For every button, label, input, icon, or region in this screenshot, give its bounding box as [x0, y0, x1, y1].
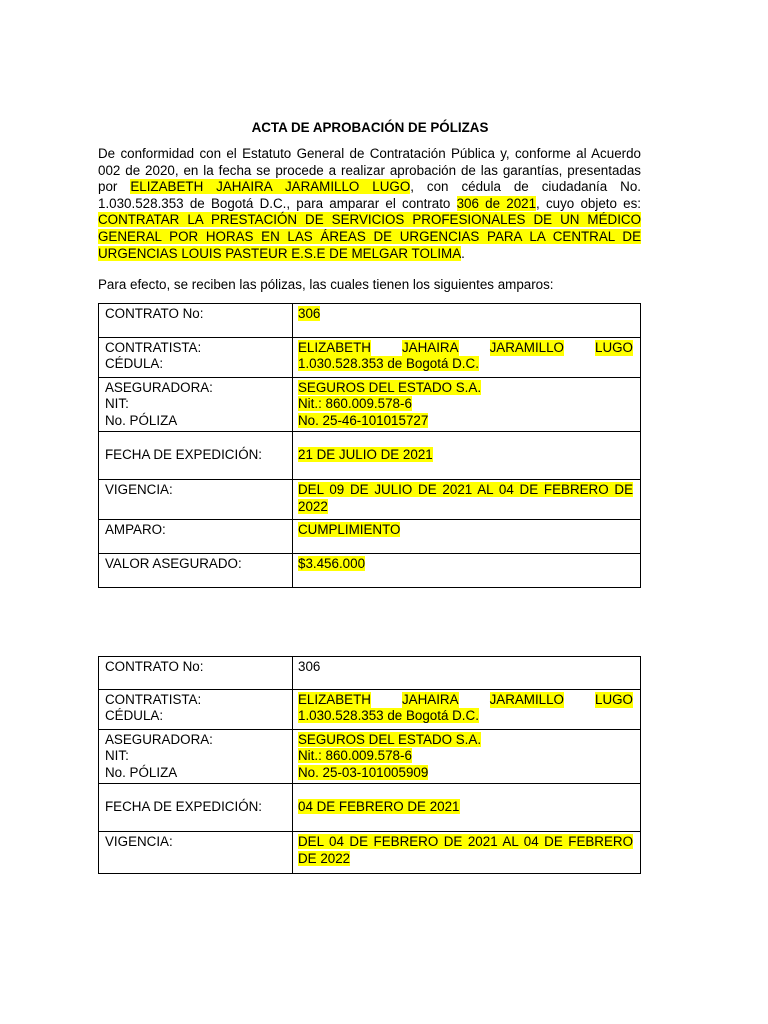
policy-table-1 — [98, 303, 641, 588]
label-cell: VIGENCIA: — [99, 832, 293, 874]
label-cell: CONTRATO No: — [99, 304, 293, 338]
table-row — [99, 378, 641, 432]
table-row — [99, 554, 641, 588]
table-row — [99, 480, 641, 520]
policy-table-2 — [98, 656, 641, 874]
label-cell: CONTRATISTA: CÉDULA: — [99, 690, 293, 730]
contractor-name: ELIZABETH JAHAIRA JARAMILLO LUGO — [130, 179, 411, 195]
table-row — [99, 304, 641, 338]
value-cell: CUMPLIMIENTO — [293, 520, 641, 554]
value-cell: $3.456.000 — [293, 554, 641, 588]
contractor-name-line: ELIZABETH JAHAIRA JARAMILLO LUGO — [298, 340, 633, 355]
label-cell: VALOR ASEGURADO: — [99, 554, 293, 588]
value-cell: 21 DE JULIO DE 2021 — [293, 432, 641, 480]
table-row — [99, 690, 641, 730]
value-cell: SEGUROS DEL ESTADO S.A. Nit.: 860.009.578-6 No. 25-46-101015727 — [293, 378, 641, 432]
label-cell: ASEGURADORA: NIT: No. PÓLIZA — [99, 730, 293, 784]
contract-object: CONTRATAR LA PRESTACIÓN DE SERVICIOS PROFESIONALES DE UN MÉDICO GENERAL POR HORAS EN LAS ÁREAS DE URGENCIAS PARA LA CENTRAL DE URGENCIAS LOUIS PASTEUR E.S.E DE MELGAR TOLIMA — [98, 212, 641, 261]
value-cell: 306 — [293, 657, 641, 690]
value-cell: ELIZABETH JAHAIRA JARAMILLO LUGO 1.030.528.353 de Bogotá D.C. — [293, 690, 641, 730]
table-row — [99, 432, 641, 480]
value-cell: 04 DE FEBRERO DE 2021 — [293, 784, 641, 832]
label-cell: FECHA DE EXPEDICIÓN: — [99, 432, 293, 480]
table-row — [99, 657, 641, 690]
label-cell: VIGENCIA: — [99, 480, 293, 520]
label-cell: FECHA DE EXPEDICIÓN: — [99, 784, 293, 832]
label-cell: AMPARO: — [99, 520, 293, 554]
label-cell: ASEGURADORA: NIT: No. PÓLIZA — [99, 378, 293, 432]
value-cell: SEGUROS DEL ESTADO S.A. Nit.: 860.009.578-6 No. 25-03-101005909 — [293, 730, 641, 784]
value-cell: DEL 04 DE FEBRERO DE 2021 AL 04 DE FEBRERO DE 2022 — [293, 832, 641, 874]
table-row — [99, 832, 641, 874]
table-row — [99, 520, 641, 554]
value-cell: ELIZABETH JAHAIRA JARAMILLO LUGO 1.030.528.353 de Bogotá D.C. — [293, 338, 641, 378]
label-cell: CONTRATO No: — [99, 657, 293, 690]
document-title: ACTA DE APROBACIÓN DE PÓLIZAS — [251, 120, 489, 135]
contractor-name-line: ELIZABETH JAHAIRA JARAMILLO LUGO — [298, 692, 633, 707]
table-row — [99, 784, 641, 832]
table-row — [99, 338, 641, 378]
policies-intro: Para efecto, se reciben las pólizas, las cuales tienen los siguientes amparos: — [98, 277, 554, 292]
contract-number: 306 de 2021 — [456, 195, 537, 211]
value-cell: 306 — [293, 304, 641, 338]
value-cell: DEL 09 DE JULIO DE 2021 AL 04 DE FEBRERO DE 2022 — [293, 480, 641, 520]
intro-paragraph: De conformidad con el Estatuto General de Contratación Pública y, conforme al Acuerdo 002 de 2020, en la fecha se procede a realizar aprobación de las garantías, presentadas por ELIZABETH JAHAIRA JARAMILLO LUGO, con cédula de ciudadanía No. 1.030.528.353 de Bogotá D.C., para amparar el contrato 306 de 2021, cuyo objeto es: CONTRATAR LA PRESTACIÓN DE SERVICIOS PROFESIONALES DE UN MÉDICO GENERAL POR HORAS EN LAS ÁREAS DE URGENCIAS PARA LA CENTRAL DE URGENCIAS LOUIS PASTEUR E.S.E DE MELGAR TOLIMA. — [98, 146, 642, 261]
label-cell: CONTRATISTA: CÉDULA: — [99, 338, 293, 378]
table-row — [99, 730, 641, 784]
